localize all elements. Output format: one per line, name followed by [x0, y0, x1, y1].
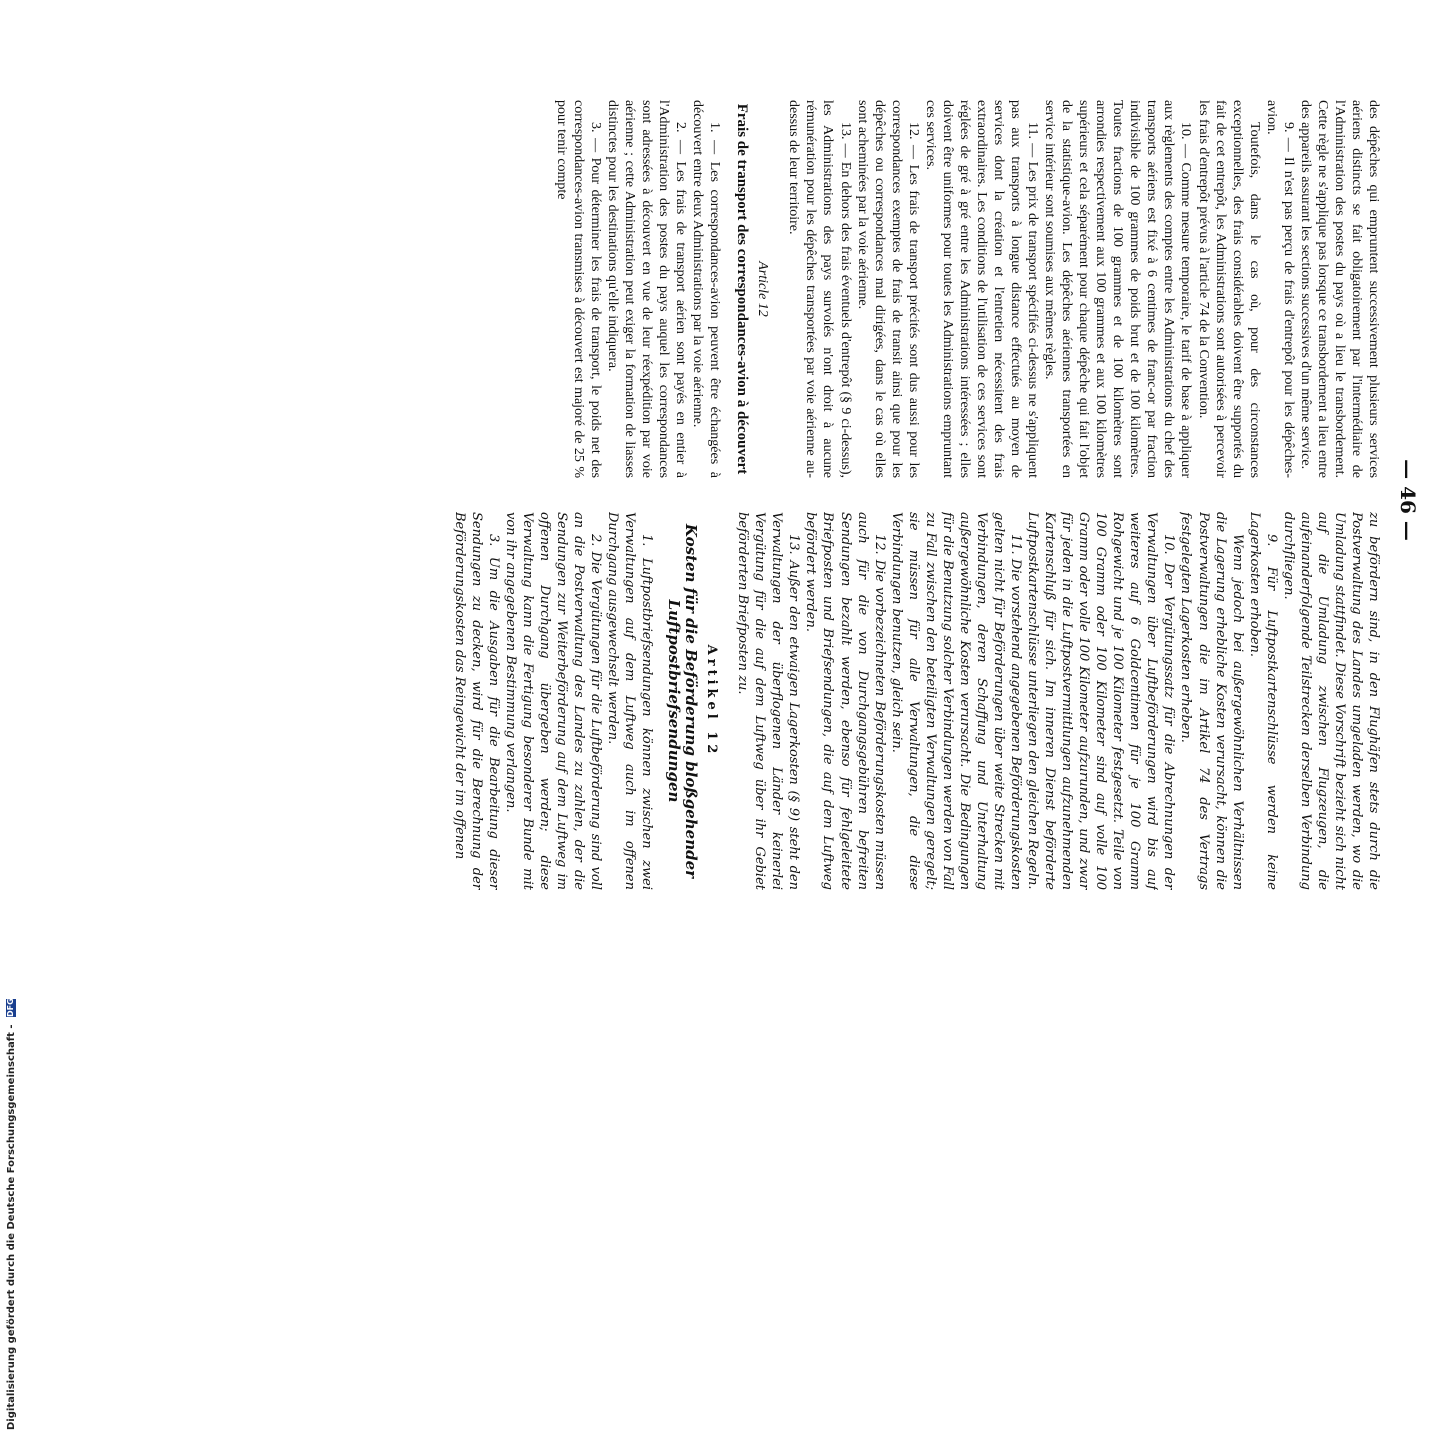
paragraph: 12. — Les frais de transport précités sont dus aussi pour les correspondances exemptes de frais de transit ainsi que pour les dépêches ou correspondances mal dirigées, dans le cas où elles sont acheminées par la voie aérienne.: [854, 100, 921, 478]
paragraph: des dépêches qui empruntent successivement plusieurs services aériens distincts se fait obligatoirement par l'intermédiaire de l'Administration des postes du pays où a lieu le transbordement. Cette règle ne s'applique pas lorsque ce transbordement a lieu entre des appareils assurant les sections successives d'un même service.: [1297, 100, 1381, 478]
paragraph: zu befördern sind, in den Flughäfen stets durch die Postverwaltung des Landes umgeladen werden, wo die Umladung stattfindet. Diese Vorschrift bezieht sich nicht auf die Umladung zwischen Flugzeugen, die aufeinanderfolgende Teilstrecken derselben Verbindung durchfliegen.: [1280, 512, 1381, 890]
article-heading: Article 12: [755, 261, 771, 317]
paragraph: 10. Der Vergütungssatz für die Abrechnungen der Verwaltungen über Luftbeförderungen wird bis auf weiteres auf 6 Goldcentimen für je 100 Gramm Rohgewicht und je 100 Kilometer festgesetzt. Teile von 100 Gramm oder 100 Kilometer sind auf volle 100 Gramm oder volle 100 Kilometer aufzurunden, und zwar für jeden in die Luftpostvermittlungen aufzunehmenden Kartenschluß für sich. Im inneren Dienst beförderte Luftpostkartenschlüsse unterliegen den gleichen Regeln.: [1025, 512, 1177, 890]
paragraph: Toutefois, dans le cas où, pour des circonstances exceptionnelles, des frais considérables doivent être supportés du fait de cet entrepôt, les Administrations sont autorisées à percevoir les frais d'entrepôt prévus à l'article 74 de la Convention.: [1195, 100, 1262, 478]
paragraph: 11. — Les prix de transport spécifiés ci-dessus ne s'appliquent pas aux transports à longue distance effectués au moyen de services dont la création et l'entretien nécessitent des frais extraordinaires. Les conditions de l'utilisation de ces services sont réglées de gré à gré entre les Administrations intéressées ; elles doivent être uniformes pour toutes les Administrations empruntant ces services.: [922, 100, 1041, 478]
article-heading: Artikel 12: [704, 644, 720, 758]
german-column: [52, 512, 1382, 890]
digitization-footer: [0, 430, 24, 1430]
paragraph: Wenn jedoch bei außergewöhnlichen Verhältnissen die Lagerung erhebliche Kosten verursacht, können die Postverwaltungen die im Artikel 74 des Vertrags festgelegten Lagerkosten erheben.: [1178, 512, 1245, 890]
paragraph: 13. Außer den etwaigen Lagerkosten (§ 9) steht den Verwaltungen der überflogenen Länder keinerlei Vergütung für die auf dem Luftweg über ihr Gebiet beförderten Briefposten zu.: [735, 512, 802, 890]
paragraph: 1. Luftpostbriefsendungen können zwischen zwei Verwaltungen auf dem Luftweg auch im offenen Durchgang ausgewechselt werden.: [604, 512, 655, 890]
paragraph: 13. — En dehors des frais éventuels d'entrepôt (§ 9 ci-dessus), les Administrations des pays survolés n'ont droit à aucune rémunération pour les dépêches transportées par voie aérienne au-dessus de leur territoire.: [786, 100, 853, 478]
dfg-logo-icon: DFG: [6, 998, 15, 1017]
article-title: Frais de transport des correspondances-avion à découvert: [734, 103, 751, 475]
paragraph: 2. Die Vergütungen für die Luftbeförderung sind voll an die Postverwaltung des Landes zu zahlen, der die Sendungen zur Weiterbeförderung auf dem Luftweg im offenen Durchgang übergeben werden; diese Verwaltung kann die Fertigung besonderer Bunde mit von ihr angegebenen Bestimmung verlangen.: [502, 512, 603, 890]
paragraph: 2. — Les frais de transport aérien sont payés en entier à l'Administration des postes du pays auquel les correspondances sont adressées à découvert en vue de leur réexpédition par voie aérienne ; cette Administration peut exiger la formation de liasses distinctes pour les destinations qu'elle indiquera.: [604, 100, 689, 478]
paragraph: 12. Die vorbezeichneten Beförderungskosten müssen auch für die von Durchgangsgebühren befreiten Sendungen bezahlt werden, ebenso für fehlgeleitete Briefposten und Briefsendungen, die auf dem Luftweg befördert werden.: [803, 512, 887, 890]
french-column: [52, 100, 1382, 478]
page-number: — 46 —: [1396, 459, 1420, 541]
paragraph: 3. — Pour déterminer les frais de transport, le poids net des correspondances-avion transmises à découvert est majoré de 25 % pour tenir compte: [553, 100, 603, 478]
footer-text: Digitalisierung gefördert durch die Deutsche Forschungsgemeinschaft -: [6, 1024, 17, 1430]
paragraph: 9. — Il n'est pas perçu de frais d'entrepôt pour les dépêches-avion.: [1263, 100, 1296, 478]
paragraph: 9. Für Luftpostkartenschlüsse werden keine Lagerkosten erhoben.: [1246, 512, 1279, 890]
article-title: Kosten für die Beförderung bloßgehender Luftpostbriefsendungen: [665, 523, 701, 879]
paragraph: 11. Die vorstehend angegebenen Beförderungskosten gelten nicht für Beförderungen über weite Strecken mit Verbindungen, deren Schaffung und Unterhaltung außergewöhnliche Kosten verursacht. Die Bedingungen für die Benutzung solcher Verbindungen werden von Fall zu Fall zwischen den beteiligten Verwaltungen geregelt; sie müssen für alle Verwaltungen, die diese Verbindungen benutzen, gleich sein.: [888, 512, 1024, 890]
paragraph: 3. Um die Ausgaben für die Bearbeitung dieser Sendungen zu decken, wird für die Berechnung der Beförderungskosten das Reingewicht der im offenen: [451, 512, 501, 890]
paragraph: 10. — Comme mesure temporaire, le tarif de base à appliquer aux règlements des comptes entre les Administrations du chef des transports aériens est fixé à 6 centimes de franc-or par fraction indivisible de 100 grammes de poids brut et de 100 kilomètres. Toutes fractions de 100 grammes et de 100 kilomètres sont arrondies respectivement aux 100 grammes et aux 100 kilomètres supérieurs et cela séparément pour chaque dépêche qui fait l'objet de la statistique-avion. Les dépêches aériennes transportées en service intérieur sont soumises aux mêmes règles.: [1042, 100, 1194, 478]
paragraph: 1. — Les correspondances-avion peuvent être échangées à découvert entre deux Administrations par la voie aérienne.: [690, 100, 723, 478]
